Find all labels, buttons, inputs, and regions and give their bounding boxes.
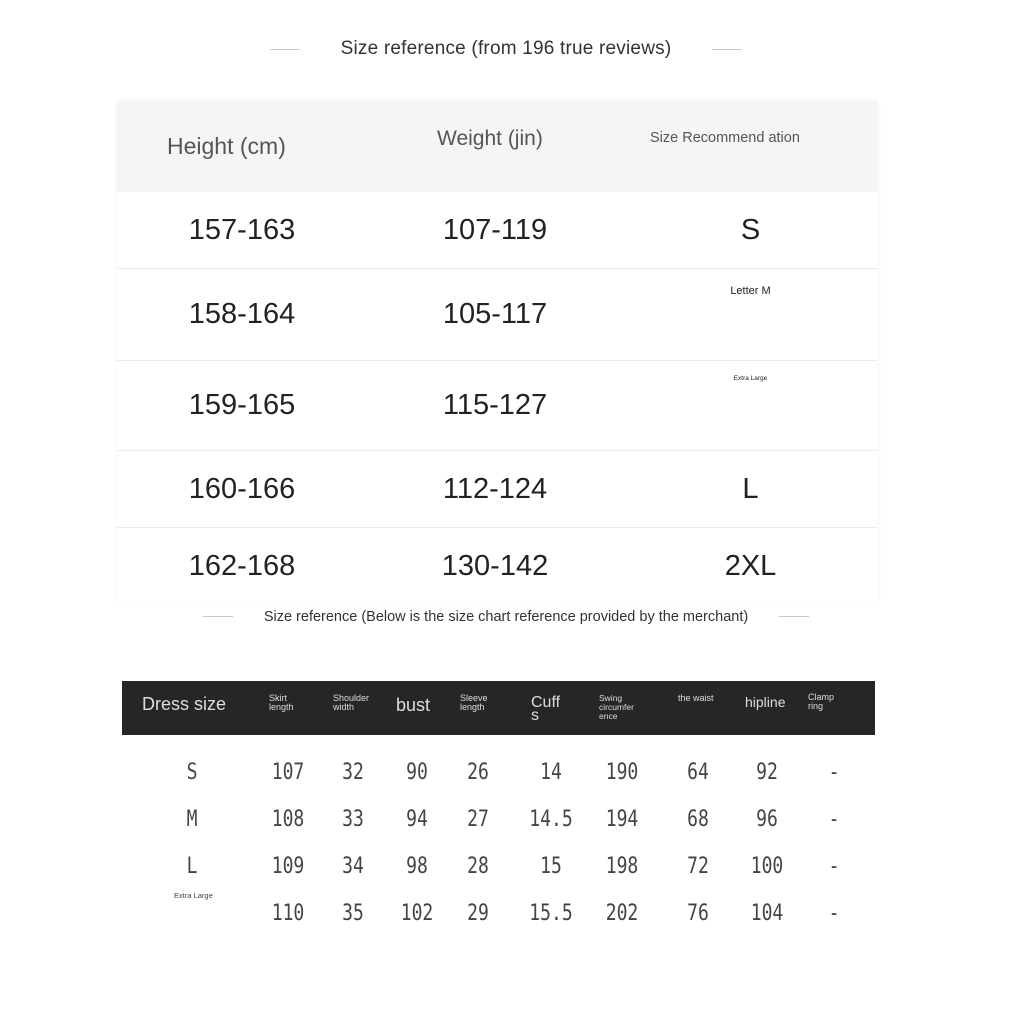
column-header-hipline: hipline — [745, 694, 786, 710]
column-header-clamp-ring: Clamp ring — [808, 692, 835, 712]
table-row — [117, 192, 878, 269]
size-cell: L — [623, 451, 878, 528]
sleeve-length-cell: 27 — [467, 807, 489, 832]
divider-left — [203, 616, 233, 617]
review-size-table — [117, 101, 878, 604]
cuffs-cell: 14 — [540, 760, 562, 785]
size-cell: S — [740, 213, 761, 246]
bust-cell: 94 — [406, 807, 428, 832]
divider-right — [712, 49, 742, 50]
swing-circumference-cell: 202 — [605, 901, 639, 926]
heading-text: Size reference (from 196 true reviews) — [340, 38, 672, 59]
size-reference-reviews-heading — [0, 38, 1012, 60]
clamp-ring-cell: - — [828, 807, 840, 832]
column-header-size-recommendation: Size Recommend ation — [623, 101, 878, 192]
clamp-ring-cell: - — [828, 760, 840, 785]
column-header-swing-circumference: Swing circumfer ence — [599, 693, 634, 721]
shoulder-width-cell: 33 — [342, 807, 364, 832]
cuffs-cell: 15.5 — [529, 901, 573, 926]
dress-size-cell: M — [186, 807, 198, 832]
cuffs-cell: 15 — [540, 854, 562, 879]
divider-left — [270, 49, 300, 50]
waist-cell: 76 — [687, 901, 709, 926]
divider-right — [779, 616, 809, 617]
table-row — [117, 451, 878, 528]
height-cell: 159-165 — [117, 361, 367, 451]
column-header-shoulder-width: Shoulder width — [333, 693, 370, 713]
hipline-cell: 100 — [750, 854, 784, 879]
column-header-height: Height (cm) — [117, 101, 367, 192]
weight-cell: 130-142 — [367, 528, 623, 605]
skirt-length-cell: 107 — [271, 760, 305, 785]
shoulder-width-cell: 34 — [342, 854, 364, 879]
dress-size-cell: Extra Large — [174, 891, 213, 900]
table-row — [117, 269, 878, 361]
weight-cell: 112-124 — [367, 451, 623, 528]
bust-cell: 102 — [400, 901, 434, 926]
dress-size-cell: L — [186, 854, 198, 879]
dress-size-cell: S — [186, 760, 198, 785]
height-cell: 160-166 — [117, 451, 367, 528]
table-row — [122, 854, 875, 901]
weight-cell: 115-127 — [367, 361, 623, 451]
table-row — [117, 528, 878, 605]
table-row — [122, 891, 875, 948]
column-header-bust: bust — [396, 695, 431, 715]
size-cell: 2XL — [623, 528, 878, 605]
waist-cell: 72 — [687, 854, 709, 879]
column-header-skirt-length: Skirt length — [269, 693, 294, 713]
skirt-length-cell: 109 — [271, 854, 305, 879]
table-row — [122, 760, 875, 807]
column-header-weight: Weight (jin) — [367, 101, 623, 192]
clamp-ring-cell: - — [828, 901, 840, 926]
table-header-row — [117, 101, 878, 192]
table-row — [122, 807, 875, 854]
column-header-cuffs: Cuff s — [531, 694, 561, 724]
swing-circumference-cell: 190 — [605, 760, 639, 785]
sleeve-length-cell: 29 — [467, 901, 489, 926]
skirt-length-cell: 108 — [271, 807, 305, 832]
bust-cell: 98 — [406, 854, 428, 879]
height-cell: 158-164 — [117, 269, 367, 361]
table-row — [117, 361, 878, 451]
skirt-length-cell: 110 — [271, 901, 305, 926]
clamp-ring-cell: - — [828, 854, 840, 879]
column-header-sleeve-length: Sleeve length — [460, 693, 488, 713]
hipline-cell: 104 — [750, 901, 784, 926]
shoulder-width-cell: 35 — [342, 901, 364, 926]
hipline-cell: 92 — [756, 760, 778, 785]
column-header-dress-size: Dress size — [142, 694, 227, 714]
sleeve-length-cell: 26 — [467, 760, 489, 785]
swing-circumference-cell: 198 — [605, 854, 639, 879]
merchant-size-chart-heading — [0, 608, 1012, 626]
height-cell: 157-163 — [188, 213, 296, 246]
column-header-waist: the waist — [678, 693, 714, 703]
bust-cell: 90 — [406, 760, 428, 785]
hipline-cell: 96 — [756, 807, 778, 832]
swing-circumference-cell: 194 — [605, 807, 639, 832]
shoulder-width-cell: 32 — [342, 760, 364, 785]
sleeve-length-cell: 28 — [467, 854, 489, 879]
merchant-size-table-header — [122, 681, 875, 735]
size-cell: Letter M — [623, 269, 878, 361]
height-cell: 162-168 — [117, 528, 367, 605]
weight-cell: 105-117 — [367, 269, 623, 361]
waist-cell: 68 — [687, 807, 709, 832]
waist-cell: 64 — [687, 760, 709, 785]
cuffs-cell: 14.5 — [529, 807, 573, 832]
weight-cell: 107-119 — [442, 213, 548, 246]
heading-text: Size reference (Below is the size chart reference provided by the merchant) — [263, 608, 749, 625]
size-cell: Extra Large — [623, 361, 878, 451]
